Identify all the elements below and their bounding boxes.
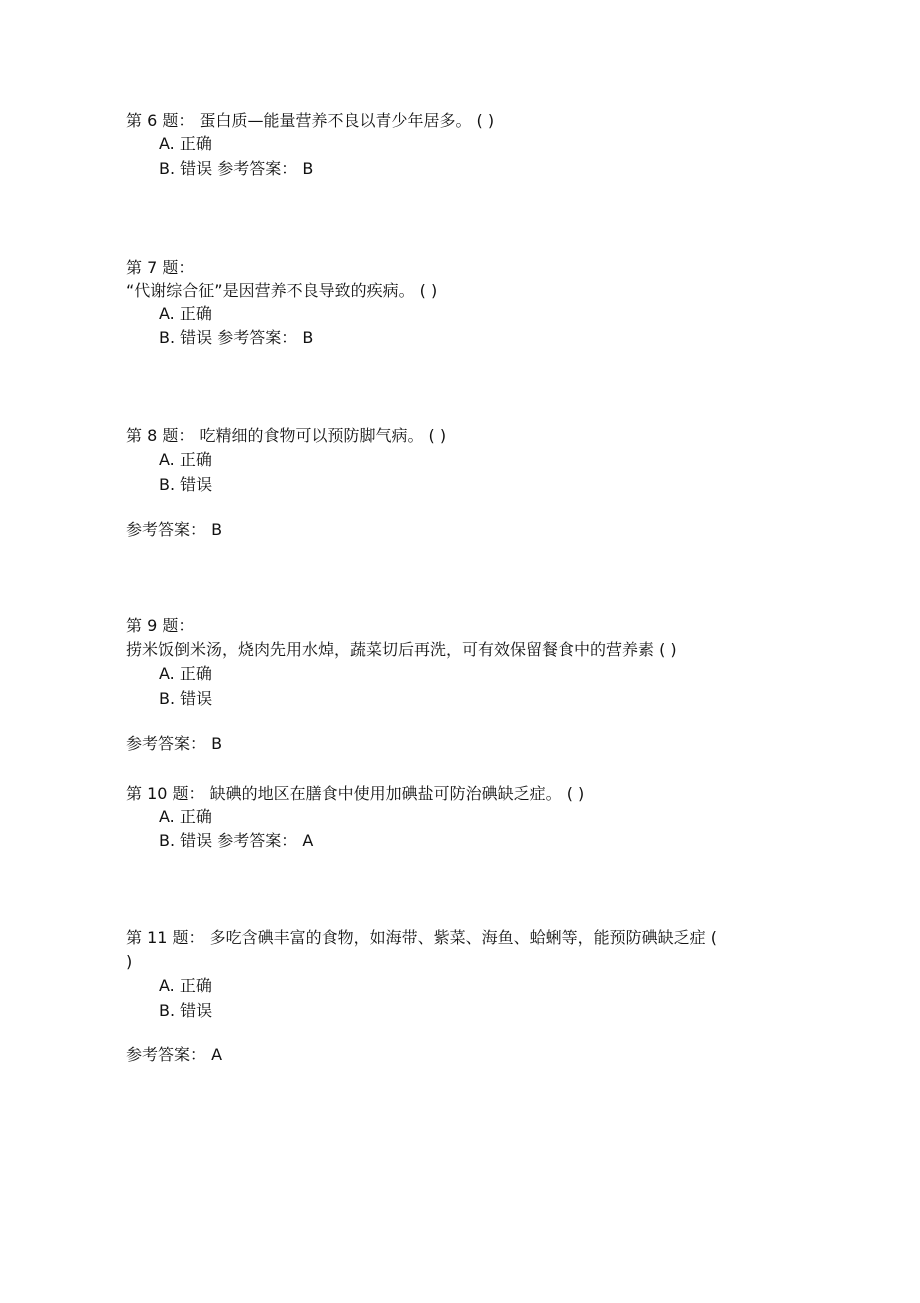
question-9-option-a: A. 正确 [159,664,212,683]
question-9-heading: 第 9 题： [126,616,195,635]
question-10-option-b-answer: B. 错误 参考答案： A [159,831,314,850]
question-11-stem-continued: ) [126,952,133,971]
question-7-option-b-answer: B. 错误 参考答案： B [159,328,314,347]
question-6-option-a: A. 正确 [159,134,212,153]
question-9-answer: 参考答案： B [126,734,223,753]
question-8-option-b: B. 错误 [159,475,213,494]
question-6-option-b-answer: B. 错误 参考答案： B [159,159,314,178]
question-9-stem: 捞米饭倒米汤，烧肉先用水焯，蔬菜切后再洗，可有效保留餐食中的营养素 ( ) [126,640,677,659]
question-7-heading: 第 7 题： [126,258,195,277]
question-7-option-a: A. 正确 [159,304,212,323]
question-8-option-a: A. 正确 [159,450,212,469]
question-9-option-b: B. 错误 [159,689,213,708]
question-8-answer: 参考答案： B [126,520,223,539]
question-8-heading: 第 8 题： 吃精细的食物可以预防脚气病。 ( ) [126,426,447,445]
question-6-heading: 第 6 题： 蛋白质—能量营养不良以青少年居多。 ( ) [126,111,495,130]
question-11-option-b: B. 错误 [159,1001,213,1020]
question-10-option-a: A. 正确 [159,807,212,826]
question-11-heading: 第 11 题： 多吃含碘丰富的食物，如海带、紫菜、海鱼、蛤蜊等，能预防碘缺乏症 ( [126,928,717,947]
question-11-option-a: A. 正确 [159,976,212,995]
question-11-answer: 参考答案： A [126,1045,223,1064]
question-7-stem: “代谢综合征”是因营养不良导致的疾病。 ( ) [126,281,438,300]
question-10-heading: 第 10 题： 缺碘的地区在膳食中使用加碘盐可防治碘缺乏症。 ( ) [126,784,585,803]
